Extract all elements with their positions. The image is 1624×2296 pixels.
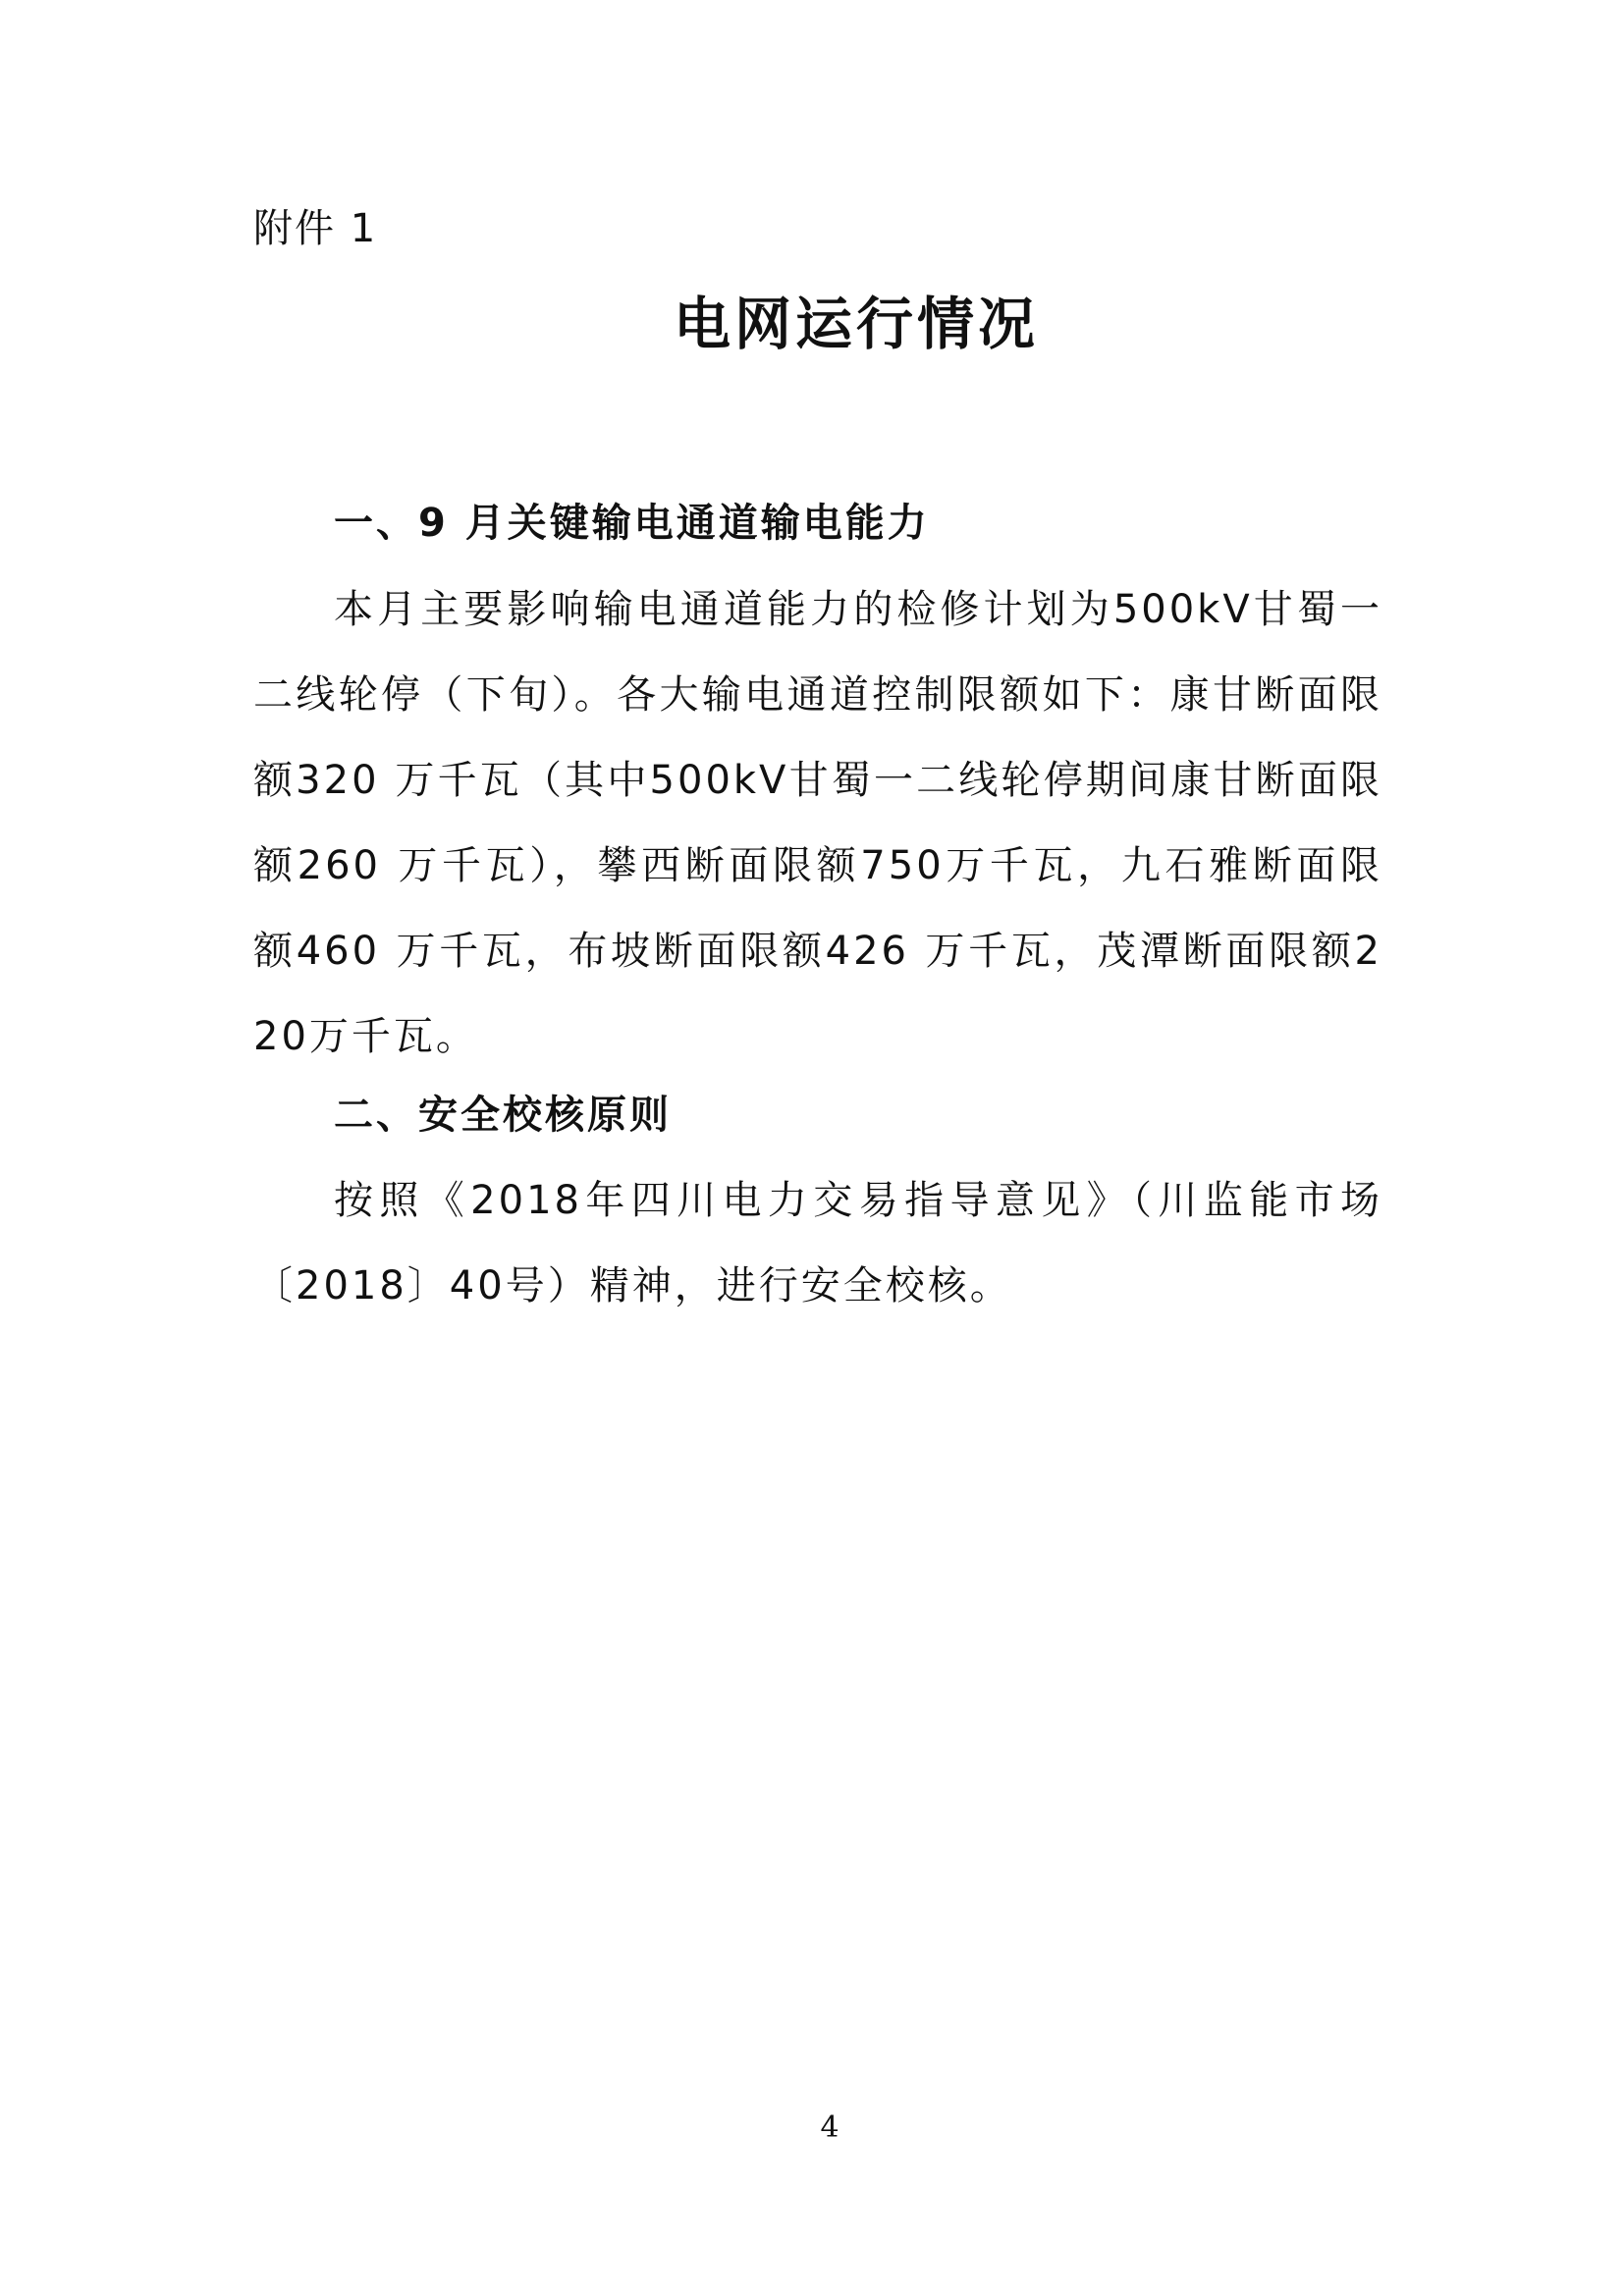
section-2-body: 按照《2018年四川电力交易指导意见》（川监能市场〔2018〕40号）精神，进行安全校核。: [253, 1178, 1382, 1308]
section-1-heading: 一、9 月关键输电通道输电能力: [334, 501, 930, 546]
attachment-label: 附件 1: [253, 206, 378, 251]
page-number: 4: [820, 2110, 839, 2145]
section-2-heading: 二、安全校核原则: [334, 1093, 672, 1138]
section-1-body: 本月主要影响输电通道能力的检修计划为500kV甘蜀一二线轮停（下旬）。各大输电通道控制限额如下：康甘断面限额320 万千瓦（其中500kV甘蜀一二线轮停期间康甘断面限额260 万千瓦），攀西断面限额750万千瓦，九石雅断面限额460 万千瓦，布坡断面限额426 万千瓦，茂潭断面限额220万千瓦。: [253, 587, 1382, 1059]
page-title: 电网运行情况: [673, 291, 1039, 357]
